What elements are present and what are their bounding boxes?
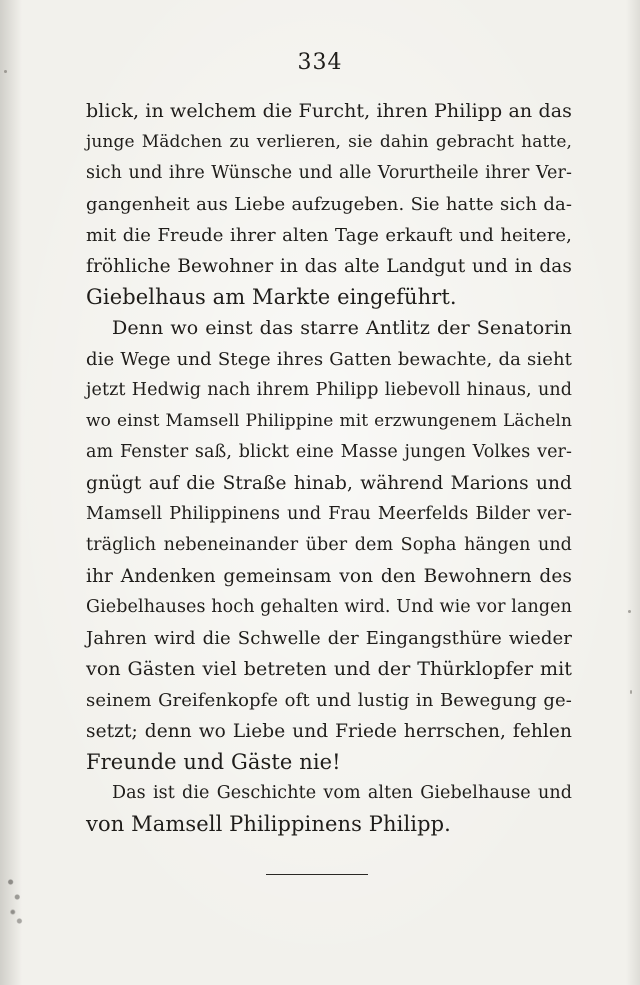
- text-line-paragraph-end: Freunde und Gäste nie!: [86, 750, 341, 774]
- text-line: seinem Greifenkopfe oft und lustig in Bewegung ge-: [86, 690, 572, 711]
- text-line: wo einst Mamsell Philippine mit erzwungenem Lächeln: [86, 411, 572, 431]
- text-line-paragraph-start: Denn wo einst das starre Antlitz der Senatorin: [112, 317, 572, 339]
- text-line: die Wege und Stege ihres Gatten bewachte, da sieht: [86, 349, 572, 370]
- paper-smudge: [4, 870, 26, 930]
- text-line: ihr Andenken gemeinsam von den Bewohnern des: [86, 566, 572, 587]
- text-line-paragraph-start: Das ist die Geschichte vom alten Giebelhause und: [112, 783, 572, 803]
- body-text: [86, 96, 572, 840]
- text-line: blick, in welchem die Furcht, ihren Philipp an das: [86, 100, 572, 122]
- text-line-paragraph-end: Giebelhaus am Markte eingeführt.: [86, 285, 457, 309]
- text-line: sich und ihre Wünsche und alle Vorurtheile ihrer Ver-: [86, 163, 572, 183]
- text-line: setzt; denn wo Liebe und Friede herrschen, fehlen: [86, 721, 572, 742]
- closing-rule: [266, 874, 368, 875]
- text-line: gangenheit aus Liebe aufzugeben. Sie hatte sich da-: [86, 194, 572, 215]
- text-line: von Gästen viel betreten und der Thürklopfer mit: [86, 658, 572, 680]
- text-line: Mamsell Philippinens und Frau Meerfelds Bilder ver-: [86, 504, 572, 524]
- text-line: träglich nebeneinander über dem Sopha hängen und: [86, 535, 572, 555]
- page-gutter-shadow: [0, 0, 22, 985]
- text-line: am Fenster saß, blickt eine Masse jungen Volkes ver-: [86, 442, 572, 462]
- text-line: Giebelhauses hoch gehalten wird. Und wie vor langen: [86, 597, 572, 617]
- text-line-paragraph-end: von Mamsell Philippinens Philipp.: [86, 812, 451, 836]
- text-line: junge Mädchen zu verlieren, sie dahin gebracht hatte,: [86, 132, 572, 152]
- page-number: 334: [297, 50, 343, 75]
- text-line: jetzt Hedwig nach ihrem Philipp liebevoll hinaus, und: [86, 380, 572, 400]
- paper-speck: [628, 610, 631, 613]
- paper-speck: [630, 690, 632, 694]
- page-edge-shadow: [626, 0, 640, 985]
- text-line: gnügt auf die Straße hinab, während Marions und: [86, 473, 572, 494]
- text-line: mit die Freude ihrer alten Tage erkauft und heitere,: [86, 225, 572, 246]
- text-line: fröhliche Bewohner in das alte Landgut und in das: [86, 256, 572, 277]
- text-line: Jahren wird die Schwelle der Eingangsthüre wieder: [86, 628, 572, 649]
